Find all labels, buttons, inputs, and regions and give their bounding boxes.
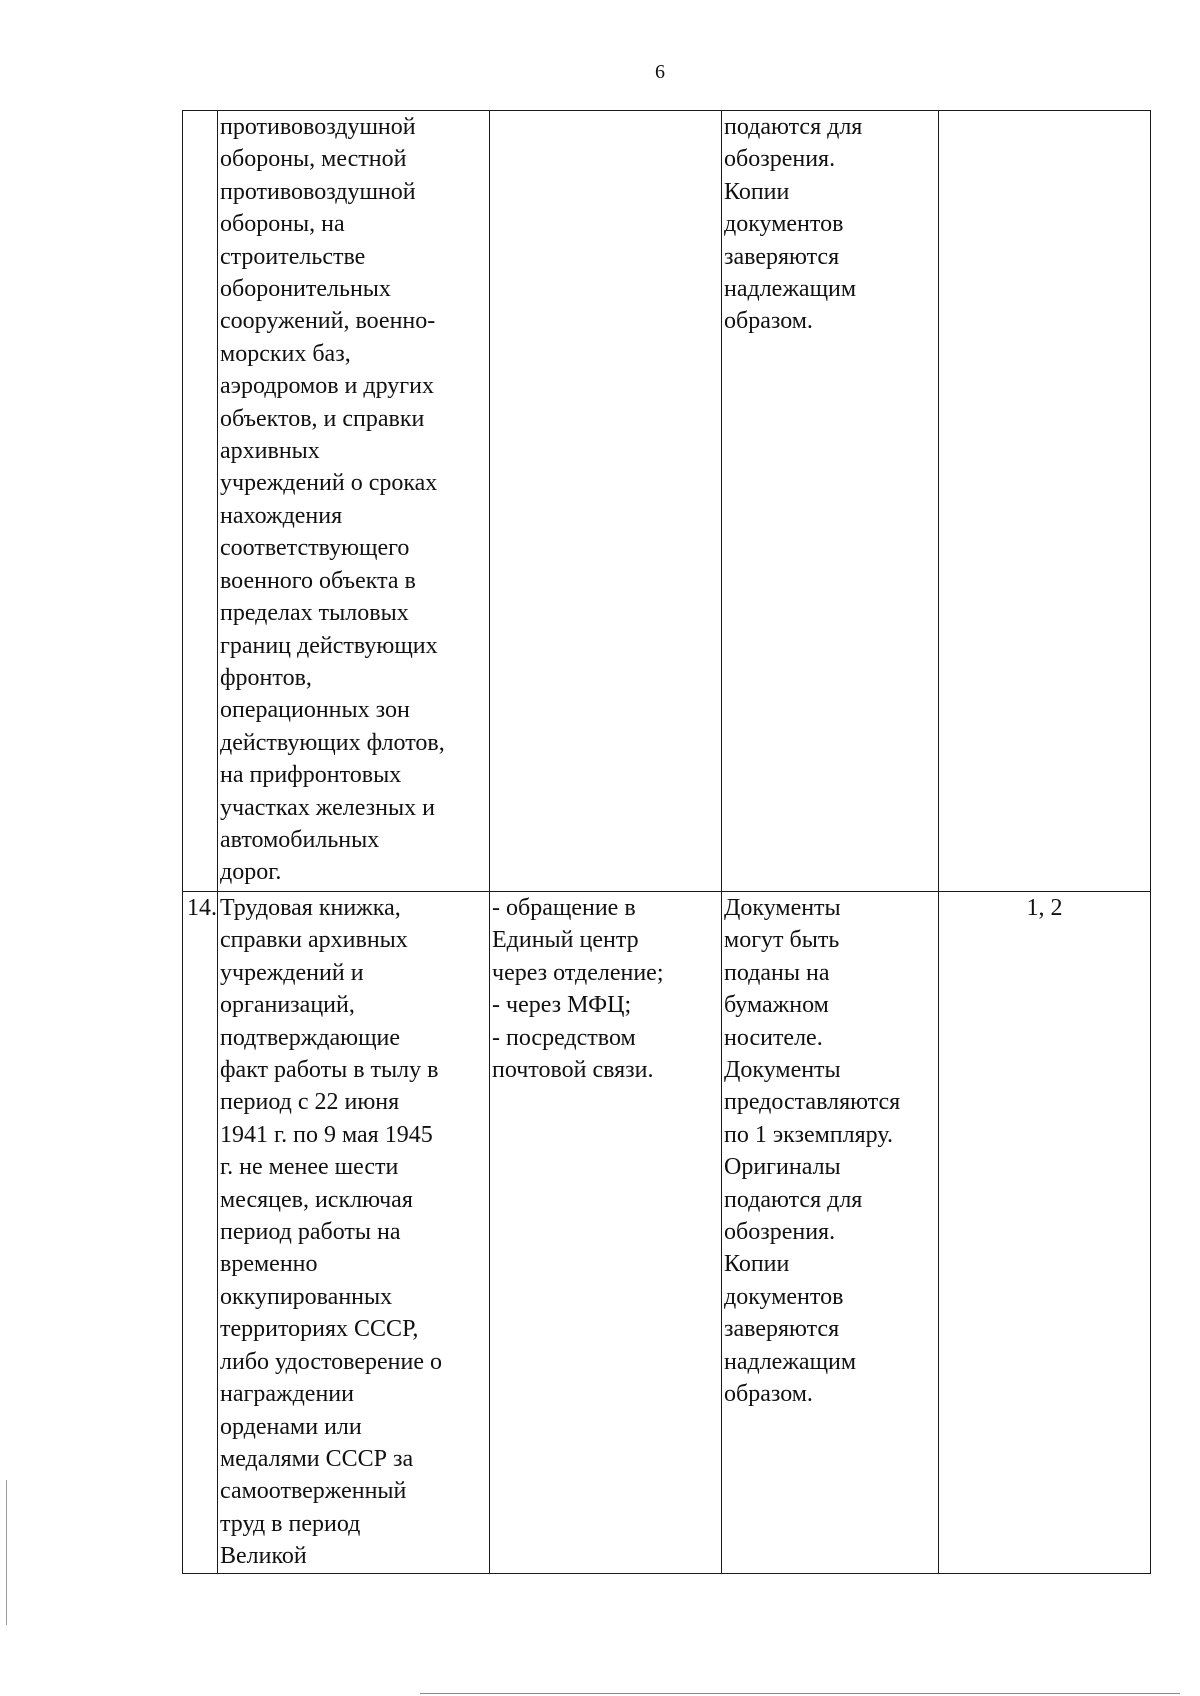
scan-edge-mark <box>6 1480 7 1625</box>
table-row <box>183 892 1151 1574</box>
notes-cell: подаются для обозрения. Копии документов заверяются надлежащим образом. <box>722 111 939 892</box>
table-row <box>183 111 1151 892</box>
submission-method-cell <box>490 111 722 892</box>
references-cell: 1, 2 <box>939 892 1151 1574</box>
scan-bottom-line <box>420 1693 1180 1694</box>
documents-cell: противовоздушной обороны, местной противовоздушной обороны, на строительстве оборонительных сооружений, военно- морских баз, аэродромов и других объектов, и справки архивных учреждений о сроках нахождения соответствующего военного объекта в пределах тыловых границ действующих фронтов, операционных зон действующих флотов, на прифронтовых участках железных и автомобильных дорог. <box>218 111 490 892</box>
page-number: 6 <box>655 61 665 83</box>
row-number-cell: 14. <box>183 892 218 1574</box>
row-number-cell <box>183 111 218 892</box>
notes-cell: Документы могут быть поданы на бумажном носителе. Документы предоставляются по 1 экземпляру. Оригиналы подаются для обозрения. Копии документов заверяются надлежащим образом. <box>722 892 939 1574</box>
requirements-table <box>182 110 1151 1574</box>
submission-method-cell: - обращение в Единый центр через отделение; - через МФЦ; - посредством почтовой связи. <box>490 892 722 1574</box>
documents-cell: Трудовая книжка, справки архивных учреждений и организаций, подтверждающие факт работы в тылу в период с 22 июня 1941 г. по 9 мая 1945 г. не менее шести месяцев, исключая период работы на временно оккупированных территориях СССР, либо удостоверение о награждении орденами или медалями СССР за самоотверженный труд в период Великой <box>218 892 490 1574</box>
references-cell <box>939 111 1151 892</box>
